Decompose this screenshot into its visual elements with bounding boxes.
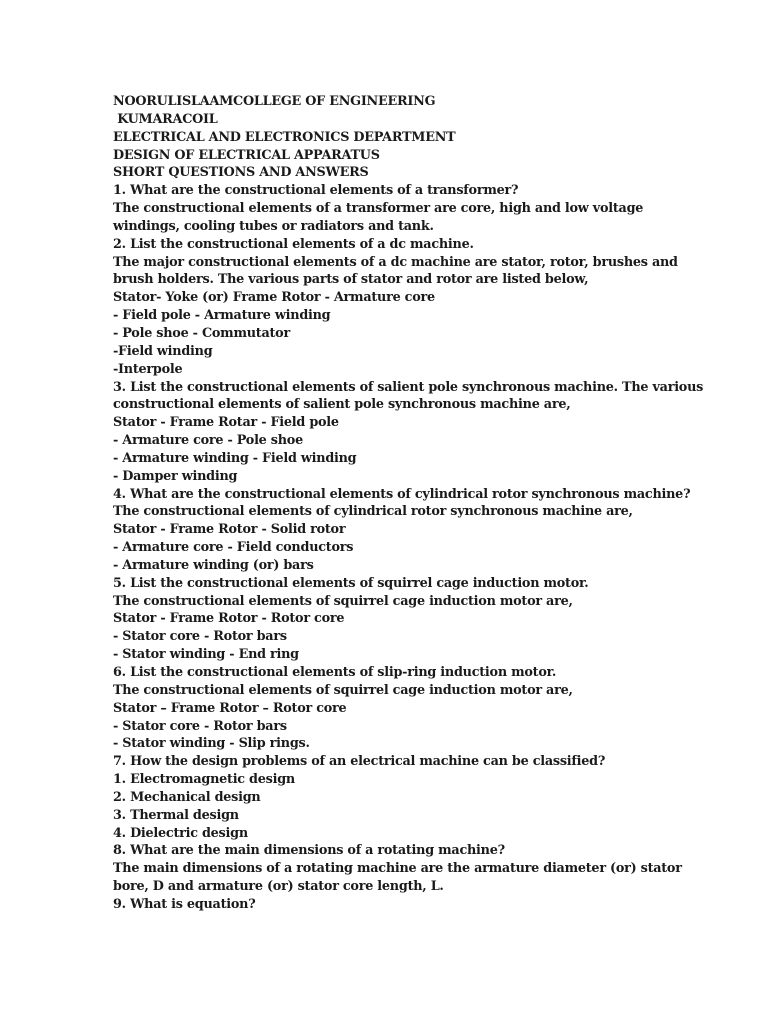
text-line: brush holders. The various parts of stator and rotor are listed below, [113, 272, 589, 288]
text-line: constructional elements of salient pole synchronous machine are, [113, 397, 571, 413]
text-line: KUMARACOIL [113, 111, 218, 127]
text-line: Stator- Yoke (or) Frame Rotor - Armature core [113, 290, 435, 306]
text-line: Stator - Frame Rotar - Field pole [113, 415, 339, 431]
text-line: DESIGN OF ELECTRICAL APPARATUS [113, 147, 380, 163]
text-line: - Stator winding - End ring [113, 647, 299, 663]
text-line: The major constructional elements of a dc machine are stator, rotor, brushes and [113, 254, 678, 270]
text-line: 1. Electromagnetic design [113, 772, 295, 788]
text-line: - Stator core - Rotor bars [113, 629, 287, 645]
text-line: - Field pole - Armature winding [113, 308, 331, 324]
text-line: 9. What is equation? [113, 896, 256, 912]
text-line: - Armature winding (or) bars [113, 557, 314, 573]
text-line: Stator - Frame Rotor - Rotor core [113, 611, 345, 627]
text-line: The main dimensions of a rotating machine are the armature diameter (or) stator [113, 861, 682, 877]
text-line: ELECTRICAL AND ELECTRONICS DEPARTMENT [113, 129, 456, 145]
text-line: - Stator core - Rotor bars [113, 718, 287, 734]
text-line: - Armature core - Pole shoe [113, 433, 303, 449]
text-line: Stator – Frame Rotor – Rotor core [113, 700, 347, 716]
text-line: -Interpole [113, 361, 183, 377]
text-line: The constructional elements of squirrel cage induction motor are, [113, 593, 573, 609]
text-line: 3. List the constructional elements of salient pole synchronous machine. The various [113, 379, 704, 395]
text-line: 3. Thermal design [113, 807, 239, 823]
document-text [113, 93, 713, 914]
text-line: 8. What are the main dimensions of a rotating machine? [113, 843, 505, 859]
text-line: 1. What are the constructional elements of a transformer? [113, 183, 519, 199]
document-title: NOORULISLAAMCOLLEGE OF ENGINEERING [113, 94, 436, 109]
text-line: - Armature core - Field conductors [113, 540, 354, 556]
text-line: The constructional elements of a transformer are core, high and low voltage [113, 201, 644, 217]
text-line: Stator - Frame Rotor - Solid rotor [113, 522, 346, 538]
text-line: bore, D and armature (or) stator core length, L. [113, 879, 444, 895]
text-line: 5. List the constructional elements of squirrel cage induction motor. [113, 575, 589, 591]
text-line: - Damper winding [113, 468, 238, 484]
text-line: The constructional elements of squirrel cage induction motor are, [113, 682, 573, 698]
text-line: 2. List the constructional elements of a dc machine. [113, 236, 474, 252]
text-line: 7. How the design problems of an electrical machine can be classified? [113, 754, 606, 770]
text-line: SHORT QUESTIONS AND ANSWERS [113, 165, 369, 181]
text-line: The constructional elements of cylindrical rotor synchronous machine are, [113, 504, 633, 520]
text-line: 6. List the constructional elements of slip-ring induction motor. [113, 665, 557, 680]
text-line: 2. Mechanical design [113, 789, 261, 805]
text-line: - Pole shoe - Commutator [113, 325, 290, 341]
text-line: 4. Dielectric design [113, 825, 248, 841]
text-line: - Stator winding - Slip rings. [113, 736, 310, 752]
text-line: - Armature winding - Field winding [113, 450, 357, 466]
text-line: windings, cooling tubes or radiators and tank. [113, 218, 434, 234]
text-line: -Field winding [113, 343, 213, 359]
text-line: 4. What are the constructional elements of cylindrical rotor synchronous machine? [113, 486, 691, 502]
